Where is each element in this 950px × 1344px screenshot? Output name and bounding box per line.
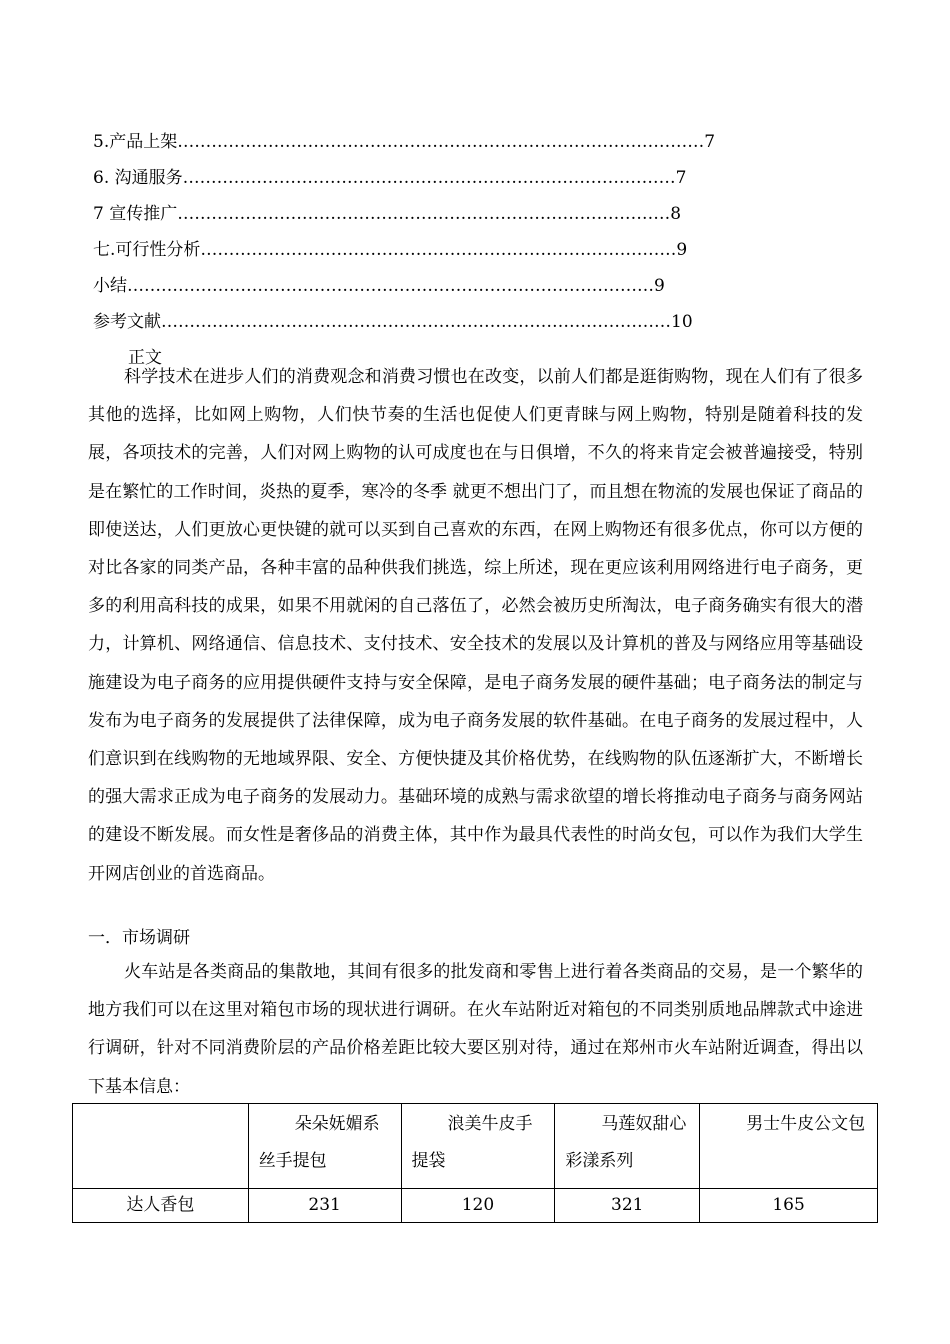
table-header-cell [73, 1104, 249, 1189]
survey-table [72, 1103, 878, 1223]
toc-entry [93, 124, 733, 160]
table-cell: 321 [555, 1189, 700, 1223]
toc-entry-page: 9 [654, 276, 665, 296]
toc-leader: ………………………………………………………………………………… [127, 276, 654, 296]
toc-entry-label: 参考文献 [93, 312, 161, 332]
intro-paragraph: 科学技术在进步人们的消费观念和消费习惯也在改变，以前人们都是逛街购物，现在人们有了很多其他的选择，比如网上购物，人们快节奏的生活也促使人们更青睐与网上购物，特别是随着科技的发展，各项技术的完善，人们对网上购物的认可成度也在与日俱增，不久的将来肯定会被普遍接受，特别是在繁忙的工作时间，炎热的夏季，寒冷的冬季 就更不想出门了，而且想在物流的发展也保证了商品的即使送达，人们更放心更快键的就可以买到自己喜欢的东西，在网上购物还有很多优点，你可以方便的对比各家的同类产品，各种丰富的品种供我们挑选，综上所述，现在更应该利用网络进行电子商务，更多的利用高科技的成果，如果不用就闲的自己落伍了，必然会被历史所淘汰，电子商务确实有很大的潜力，计算机、网络通信、信息技术、支付技术、安全技术的发展以及计算机的普及与网络应用等基础设施建设为电子商务的应用提供硬件支持与安全保障，是电子商务发展的硬件基础；电子商务法的制定与发布为电子商务的发展提供了法律保障，成为电子商务发展的软件基础。在电子商务的发展过程中，人们意识到在线购物的无地域界限、安全、方便快捷及其价格优势，在线购物的队伍逐渐扩大，不断增长的强大需求正成为电子商务的发展动力。基础环境的成熟与需求欲望的增长将推动电子商务与商务网站的建设不断发展。而女性是奢侈品的消费主体，其中作为最具代表性的时尚女包，可以作为我们大学生开网店创业的首选商品。 [88, 367, 863, 884]
toc-entry [93, 232, 733, 268]
toc-entry [93, 160, 733, 196]
toc-entry [93, 304, 733, 340]
section-title: 一．市场调研 [88, 928, 190, 948]
toc-entry [93, 268, 733, 304]
table-header-cell: 浪美牛皮手提袋 [401, 1104, 555, 1189]
toc-entry-page: 7 [704, 132, 716, 152]
table-header-cell: 马莲奴甜心彩漾系列 [555, 1104, 700, 1189]
toc-leader: …………………………………………………………………………… [177, 204, 671, 224]
toc-leader: ………………………………………………………………………… [200, 240, 677, 260]
toc-entry-label: 7 宣传推广 [93, 204, 178, 224]
toc-entry-label: 小结 [93, 276, 127, 296]
table-cell: 达人香包 [73, 1189, 249, 1223]
table-cell: 231 [248, 1189, 401, 1223]
toc-entry [93, 196, 733, 232]
toc-entry-page: 9 [676, 240, 688, 260]
table-header-cell: 朵朵妩媚系丝手提包 [248, 1104, 401, 1189]
toc-leader: ………………………………………………………………………………… [177, 132, 705, 152]
table-cell: 120 [401, 1189, 555, 1223]
toc-leader: …………………………………………………………………………… [182, 168, 676, 188]
body-heading: 正文 [128, 348, 162, 368]
table-cell: 165 [700, 1189, 878, 1223]
toc-entry-page: 7 [675, 168, 687, 188]
toc-entry-label: 七.可行性分析 [93, 240, 201, 260]
toc-entry-page: 8 [670, 204, 682, 224]
toc-entry-label: 5.产品上架 [93, 132, 178, 152]
table-header-row [73, 1104, 878, 1189]
table-of-contents [93, 124, 733, 340]
toc-entry-label: 6. 沟通服务 [93, 168, 183, 188]
toc-entry-page: 10 [671, 312, 693, 332]
survey-paragraph: 火车站是各类商品的集散地，其间有很多的批发商和零售上进行着各类商品的交易，是一个繁华的地方我们可以在这里对箱包市场的现状进行调研。在火车站附近对箱包的不同类别质地品牌款式中途进行调研，针对不同消费阶层的产品价格差距比较大要区别对待，通过在郑州市火车站附近调查，得出以下基本信息： [88, 962, 863, 1097]
toc-leader: ……………………………………………………………………………… [161, 312, 671, 332]
table-row [73, 1189, 878, 1223]
table-header-cell: 男士牛皮公文包 [700, 1104, 878, 1189]
